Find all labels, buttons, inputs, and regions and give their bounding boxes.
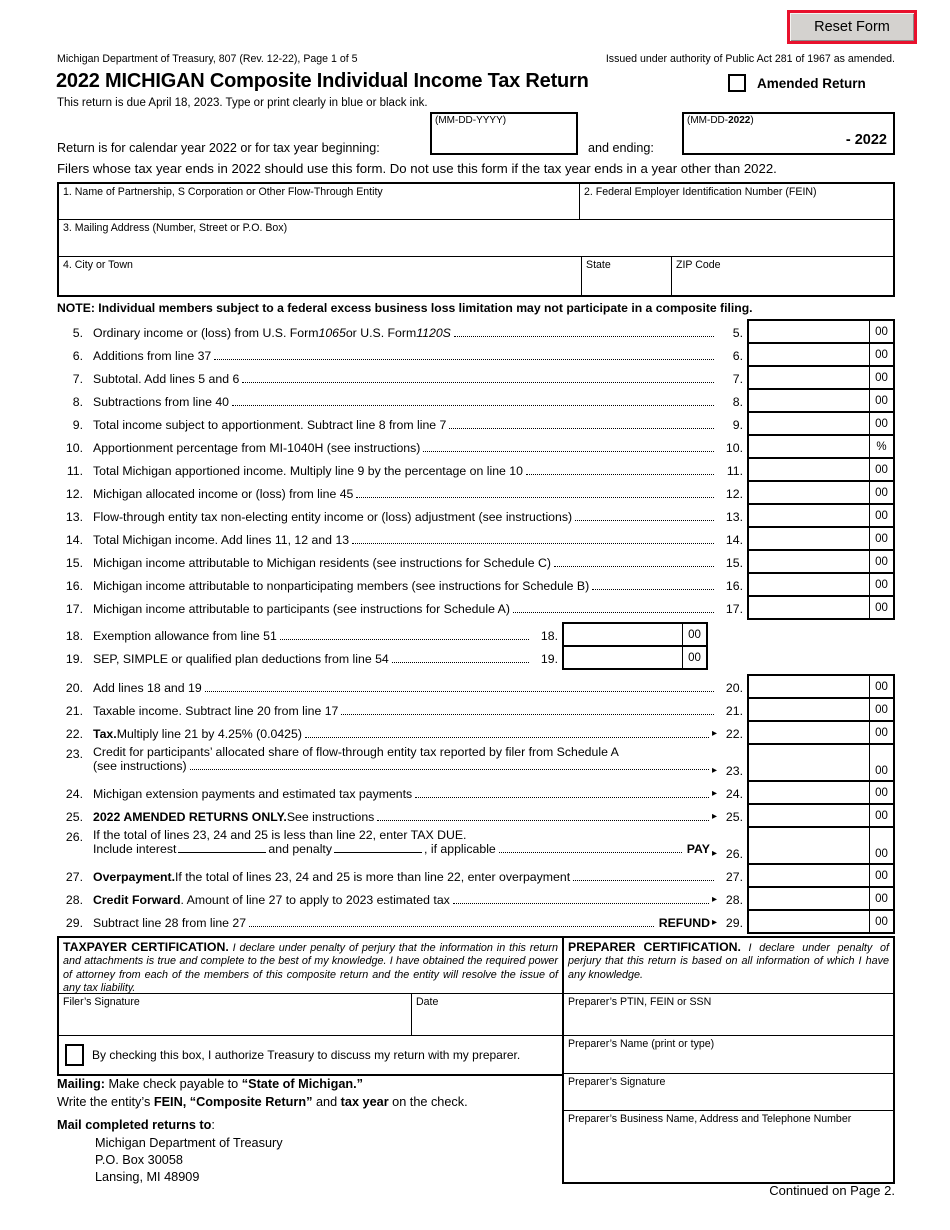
amount-suffix: 00 bbox=[869, 911, 893, 932]
authorize-preparer-checkbox[interactable] bbox=[65, 1044, 84, 1066]
dot-leader bbox=[592, 580, 714, 590]
dot-leader bbox=[190, 760, 709, 770]
line-7-amount-input[interactable] bbox=[749, 367, 869, 388]
amount-suffix: 00 bbox=[869, 367, 893, 388]
line-box-label: 17. bbox=[725, 601, 743, 616]
line-box-label: 18. bbox=[540, 628, 558, 643]
preparer-signature-field[interactable]: Preparer’s Signature bbox=[564, 1074, 893, 1111]
form-line-26 bbox=[57, 828, 895, 865]
line-24-amount-box bbox=[747, 780, 895, 805]
line-text: Michigan allocated income or (loss) from line 45 bbox=[93, 486, 354, 501]
due-date-line: This return is due April 18, 2023. Type or print clearly in blue or black ink. bbox=[57, 97, 428, 109]
amount-suffix: 00 bbox=[869, 597, 893, 618]
line-24-amount-input[interactable] bbox=[749, 782, 869, 803]
fill-in-blank[interactable] bbox=[178, 842, 266, 853]
line-19-amount-box bbox=[562, 645, 708, 670]
line-number: 5. bbox=[72, 325, 83, 340]
form-lines bbox=[57, 321, 895, 934]
fein-field[interactable]: 2. Federal Employer Identification Number (FEIN) bbox=[584, 186, 817, 198]
amended-return-label: Amended Return bbox=[757, 76, 866, 91]
line-text: If the total of lines 23, 24 and 25 is less than line 22, enter TAX DUE. bbox=[93, 828, 467, 842]
line-18-amount-input[interactable] bbox=[564, 624, 682, 645]
line-text: Add lines 18 and 19 bbox=[93, 680, 202, 695]
dot-leader bbox=[356, 488, 714, 498]
line-23-amount-box bbox=[747, 743, 895, 782]
form-line-12 bbox=[57, 482, 895, 505]
line-15-amount-box bbox=[747, 549, 895, 574]
amount-suffix: 00 bbox=[869, 344, 893, 365]
amount-suffix: 00 bbox=[869, 888, 893, 909]
line-description bbox=[93, 652, 532, 666]
line-15-amount-input[interactable] bbox=[749, 551, 869, 572]
reset-form-button[interactable]: Reset Form bbox=[787, 10, 917, 44]
line-text: SEP, SIMPLE or qualified plan deductions from line 54 bbox=[93, 651, 389, 666]
line-20-amount-box bbox=[747, 674, 895, 699]
form-line-16 bbox=[57, 574, 895, 597]
line-box-label: 21. bbox=[725, 703, 743, 718]
amount-suffix: % bbox=[869, 436, 893, 457]
preparer-certification-box bbox=[562, 936, 895, 1184]
entity-info-table bbox=[57, 182, 895, 297]
amount-suffix: 00 bbox=[869, 676, 893, 697]
line-29-amount-input[interactable] bbox=[749, 911, 869, 932]
line-11-amount-box bbox=[747, 457, 895, 482]
line-description bbox=[93, 745, 712, 773]
line-number: 16. bbox=[65, 578, 83, 593]
line-29-amount-box bbox=[747, 909, 895, 934]
line-14-amount-box bbox=[747, 526, 895, 551]
line-description bbox=[93, 349, 717, 363]
line-number: 10. bbox=[65, 440, 83, 455]
state-field[interactable]: State bbox=[582, 257, 672, 295]
line-description bbox=[93, 681, 717, 695]
line-number: 19. bbox=[65, 651, 83, 666]
form-id-text: Michigan Department of Treasury, 807 (Rev. 12-22), Page 1 of 5 bbox=[57, 53, 358, 65]
line-number: 24. bbox=[65, 786, 83, 801]
preparer-business-field[interactable]: Preparer’s Business Name, Address and Telephone Number bbox=[568, 1113, 852, 1125]
line-box-label: 13. bbox=[725, 509, 743, 524]
line-box-label: 8. bbox=[732, 394, 743, 409]
line-text: Subtractions from line 40 bbox=[93, 394, 230, 409]
line-description bbox=[93, 810, 712, 824]
amount-suffix: 00 bbox=[682, 624, 706, 645]
note-line: NOTE: Individual members subject to a federal excess business loss limitation may not participate in a composite filing. bbox=[57, 301, 753, 315]
line-number: 22. bbox=[65, 726, 83, 741]
tax-year-beginning-label: Return is for calendar year 2022 or for tax year beginning: bbox=[57, 141, 380, 155]
dot-leader bbox=[249, 917, 654, 927]
line-marker: REFUND bbox=[658, 915, 710, 930]
line-description bbox=[93, 326, 717, 340]
line-description bbox=[93, 418, 717, 432]
line-description bbox=[93, 441, 717, 455]
amount-suffix: 00 bbox=[869, 390, 893, 411]
form-line-13 bbox=[57, 505, 895, 528]
line-description bbox=[93, 727, 712, 741]
form-line-11 bbox=[57, 459, 895, 482]
amount-suffix: 00 bbox=[869, 459, 893, 480]
line-text: Flow-through entity tax non-electing entity income or (loss) adjustment (see instructions) bbox=[93, 509, 573, 524]
line-text: . Amount of line 27 to apply to 2023 estimated tax bbox=[180, 892, 450, 907]
page-title: 2022 MICHIGAN Composite Individual Income Tax Return bbox=[56, 70, 589, 92]
form-line-18 bbox=[57, 624, 895, 647]
line-text: 1065 bbox=[318, 325, 346, 340]
line-25-amount-box bbox=[747, 803, 895, 828]
line-box-label: 15. bbox=[725, 555, 743, 570]
amended-return-checkbox[interactable] bbox=[728, 74, 746, 92]
line-6-amount-box bbox=[747, 342, 895, 367]
line-27-amount-input[interactable] bbox=[749, 865, 869, 886]
line-marker: PAY bbox=[686, 842, 710, 856]
amount-suffix: 00 bbox=[869, 782, 893, 803]
dot-leader bbox=[352, 534, 714, 544]
form-line-23 bbox=[57, 745, 895, 782]
form-line-24 bbox=[57, 782, 895, 805]
zip-field[interactable]: ZIP Code bbox=[676, 259, 721, 271]
taxpayer-certification-box bbox=[57, 936, 564, 1076]
line-number: 29. bbox=[65, 915, 83, 930]
line-number: 11. bbox=[66, 463, 83, 478]
form-line-7 bbox=[57, 367, 895, 390]
amount-suffix: 00 bbox=[869, 722, 893, 743]
line-28-amount-box bbox=[747, 886, 895, 911]
line-description bbox=[93, 510, 717, 524]
line-number: 25. bbox=[65, 809, 83, 824]
line-8-amount-input[interactable] bbox=[749, 390, 869, 411]
form-line-20 bbox=[57, 676, 895, 699]
line-number: 27. bbox=[65, 869, 83, 884]
line-text: Total Michigan income. Add lines 11, 12 and 13 bbox=[93, 532, 350, 547]
line-text: 2022 AMENDED RETURNS ONLY. bbox=[93, 809, 287, 824]
amount-suffix: 00 bbox=[869, 574, 893, 595]
arrow-icon: ▸ bbox=[711, 893, 717, 905]
tax-year-ending-value[interactable]: - 2022 bbox=[845, 131, 887, 148]
line-description bbox=[93, 893, 712, 907]
fill-in-blank[interactable] bbox=[334, 842, 422, 853]
line-number: 8. bbox=[72, 394, 83, 409]
line-number: 13. bbox=[65, 509, 83, 524]
taxpayer-certification-text: TAXPAYER CERTIFICATION. I declare under penalty of perjury that the information in this return and attachments is true and complete to the best of my knowledge. I have obtained the required power of attorney from each of the members of this composite return and the entity will resolve the issue of any tax liability. bbox=[59, 938, 562, 994]
line-26-amount-box bbox=[747, 826, 895, 865]
line-number: 20. bbox=[65, 680, 83, 695]
line-number: 26. bbox=[65, 830, 83, 844]
dot-leader bbox=[214, 350, 714, 360]
line-number: 28. bbox=[65, 892, 83, 907]
authority-text: Issued under authority of Public Act 281 of 1967 as amended. bbox=[605, 53, 895, 65]
line-box-label: 23. bbox=[725, 764, 743, 778]
line-number: 14. bbox=[65, 532, 83, 547]
line-description bbox=[93, 828, 712, 856]
amount-suffix: 00 bbox=[869, 865, 893, 886]
line-19-amount-input[interactable] bbox=[564, 647, 682, 668]
dot-leader bbox=[280, 630, 529, 640]
arrow-icon: ▸ bbox=[711, 727, 717, 739]
form-line-17 bbox=[57, 597, 895, 620]
line-text: Credit Forward bbox=[93, 892, 181, 907]
line-16-amount-input[interactable] bbox=[749, 574, 869, 595]
preparer-ptin-field[interactable]: Preparer’s PTIN, FEIN or SSN bbox=[564, 994, 893, 1036]
line-number: 6. bbox=[72, 348, 83, 363]
line-text: Subtract line 28 from line 27 bbox=[93, 915, 247, 930]
dot-leader bbox=[449, 419, 714, 429]
form-line-15 bbox=[57, 551, 895, 574]
mailing-address-field[interactable]: 3. Mailing Address (Number, Street or P.O. Box) bbox=[63, 222, 288, 234]
line-16-amount-box bbox=[747, 572, 895, 597]
form-line-29 bbox=[57, 911, 895, 934]
line-description bbox=[93, 602, 717, 616]
line-10-amount-box bbox=[747, 434, 895, 459]
line-28-amount-input[interactable] bbox=[749, 888, 869, 909]
line-14-amount-input[interactable] bbox=[749, 528, 869, 549]
arrow-icon: ▸ bbox=[711, 810, 717, 822]
and-ending-label: and ending: bbox=[588, 141, 654, 155]
date-format-hint: (MM-DD-2022) bbox=[687, 115, 754, 126]
line-26-amount-input[interactable] bbox=[749, 828, 869, 863]
tax-year-beginning-value[interactable] bbox=[432, 126, 576, 153]
treasury-address: Michigan Department of Treasury P.O. Box 30058 Lansing, MI 48909 bbox=[95, 1136, 283, 1184]
line-17-amount-input[interactable] bbox=[749, 597, 869, 618]
dot-leader bbox=[305, 728, 709, 738]
form-line-21 bbox=[57, 699, 895, 722]
line-box-label: 22. bbox=[725, 726, 743, 741]
line-box-label: 24. bbox=[725, 786, 743, 801]
line-box-label: 7. bbox=[732, 371, 743, 386]
line-number: 18. bbox=[65, 628, 83, 643]
line-box-label: 14. bbox=[725, 532, 743, 547]
line-number: 15. bbox=[65, 555, 83, 570]
dot-leader bbox=[205, 682, 714, 692]
line-text: Total income subject to apportionment. Subtract line 8 from line 7 bbox=[93, 417, 447, 432]
line-text: Exemption allowance from line 51 bbox=[93, 628, 277, 643]
line-text: If the total of lines 23, 24 and 25 is more than line 22, enter overpayment bbox=[175, 869, 571, 884]
amount-suffix: 00 bbox=[869, 528, 893, 549]
line-text: Subtotal. Add lines 5 and 6 bbox=[93, 371, 240, 386]
line-22-amount-input[interactable] bbox=[749, 722, 869, 743]
line-text: Credit for participants’ allocated share of flow-through entity tax reported by filer from Schedule A bbox=[93, 745, 619, 759]
filer-signature-field[interactable]: Filer’s Signature bbox=[59, 994, 412, 1035]
line-9-amount-input[interactable] bbox=[749, 413, 869, 434]
arrow-icon: ▸ bbox=[711, 765, 717, 776]
amount-suffix: 00 bbox=[869, 828, 893, 863]
line-box-label: 9. bbox=[732, 417, 743, 432]
line-text: Ordinary income or (loss) from U.S. Form bbox=[93, 325, 319, 340]
form-line-28 bbox=[57, 888, 895, 911]
form-line-14 bbox=[57, 528, 895, 551]
line-17-amount-box bbox=[747, 595, 895, 620]
line-6-amount-input[interactable] bbox=[749, 344, 869, 365]
line-12-amount-input[interactable] bbox=[749, 482, 869, 503]
line-text: and penalty bbox=[268, 842, 332, 856]
line-5-amount-box bbox=[747, 319, 895, 344]
dot-leader bbox=[554, 557, 714, 567]
line-text: Michigan income attributable to Michigan residents (see instructions for Schedule C) bbox=[93, 555, 551, 570]
line-description bbox=[93, 395, 717, 409]
line-description bbox=[93, 556, 717, 570]
amount-suffix: 00 bbox=[869, 805, 893, 826]
filers-instruction-line: Filers whose tax year ends in 2022 should use this form. Do not use this form if the tax year ends in a year other than 2022. bbox=[57, 161, 777, 176]
line-description bbox=[93, 372, 717, 386]
line-box-label: 19. bbox=[540, 651, 558, 666]
arrow-icon: ▸ bbox=[711, 848, 717, 859]
form-line-22 bbox=[57, 722, 895, 745]
line-text: , if applicable bbox=[424, 842, 496, 856]
dot-leader bbox=[575, 511, 714, 521]
line-text: Total Michigan apportioned income. Multiply line 9 by the percentage on line 10 bbox=[93, 463, 523, 478]
tax-year-beginning-field[interactable] bbox=[430, 112, 578, 155]
line-box-label: 16. bbox=[725, 578, 743, 593]
preparer-name-field[interactable]: Preparer’s Name (print or type) bbox=[564, 1036, 893, 1074]
dot-leader bbox=[242, 373, 714, 383]
amount-suffix: 00 bbox=[869, 413, 893, 434]
line-text: Taxable income. Subtract line 20 from line 17 bbox=[93, 703, 339, 718]
form-line-27 bbox=[57, 865, 895, 888]
line-box-label: 25. bbox=[725, 809, 743, 824]
line-11-amount-input[interactable] bbox=[749, 459, 869, 480]
line-text: or U.S. Form bbox=[345, 325, 417, 340]
line-12-amount-box bbox=[747, 480, 895, 505]
line-18-amount-box bbox=[562, 622, 708, 647]
line-20-amount-input[interactable] bbox=[749, 676, 869, 697]
dot-leader bbox=[392, 653, 529, 663]
dot-leader bbox=[499, 843, 682, 853]
line-box-label: 20. bbox=[725, 680, 743, 695]
dot-leader bbox=[453, 894, 709, 904]
dot-leader bbox=[232, 396, 714, 406]
line-text: Include interest bbox=[93, 842, 177, 856]
amount-suffix: 00 bbox=[869, 482, 893, 503]
dot-leader bbox=[513, 603, 714, 613]
amount-suffix: 00 bbox=[869, 551, 893, 572]
line-box-label: 12. bbox=[725, 486, 743, 501]
line-23-amount-input[interactable] bbox=[749, 745, 869, 780]
line-description bbox=[93, 533, 717, 547]
line-number: 21. bbox=[65, 703, 83, 718]
line-number: 23. bbox=[65, 747, 83, 761]
line-description bbox=[93, 487, 717, 501]
line-box-label: 5. bbox=[732, 325, 743, 340]
line-7-amount-box bbox=[747, 365, 895, 390]
line-text: Michigan income attributable to nonparticipating members (see instructions for Schedule B) bbox=[93, 578, 590, 593]
entity-name-field[interactable]: 1. Name of Partnership, S Corporation or Other Flow-Through Entity bbox=[59, 184, 580, 219]
line-13-amount-input[interactable] bbox=[749, 505, 869, 526]
city-field[interactable]: 4. City or Town bbox=[59, 257, 582, 295]
line-description bbox=[93, 704, 717, 718]
line-21-amount-box bbox=[747, 697, 895, 722]
line-13-amount-box bbox=[747, 503, 895, 528]
line-text: See instructions bbox=[286, 809, 375, 824]
amount-suffix: 00 bbox=[869, 505, 893, 526]
line-description bbox=[93, 916, 712, 930]
amount-suffix: 00 bbox=[869, 745, 893, 780]
dot-leader bbox=[341, 705, 714, 715]
tax-year-ending-field[interactable] bbox=[682, 112, 895, 155]
line-9-amount-box bbox=[747, 411, 895, 436]
form-line-6 bbox=[57, 344, 895, 367]
form-line-19 bbox=[57, 647, 895, 670]
line-text: Overpayment. bbox=[93, 869, 176, 884]
form-line-25 bbox=[57, 805, 895, 828]
line-number: 12. bbox=[65, 486, 83, 501]
signature-date-field[interactable]: Date bbox=[416, 996, 439, 1008]
line-text: Additions from line 37 bbox=[93, 348, 212, 363]
date-format-hint: (MM-DD-YYYY) bbox=[435, 115, 507, 126]
line-box-label: 26. bbox=[725, 847, 743, 861]
mailing-instructions: Mailing: Make check payable to “State of Michigan.” Write the entity’s FEIN, “Composite Return” and tax year on the check. Mail completed returns to: Michigan Department of Treasury P.O. Box 30058 Lansing, MI 48909 bbox=[57, 1076, 527, 1186]
dot-leader bbox=[573, 871, 714, 881]
line-box-label: 10. bbox=[725, 440, 743, 455]
line-box-label: 29. bbox=[725, 915, 743, 930]
form-line-10 bbox=[57, 436, 895, 459]
dot-leader bbox=[526, 465, 714, 475]
line-description bbox=[93, 629, 532, 643]
line-10-amount-input[interactable] bbox=[749, 436, 869, 457]
line-box-label: 6. bbox=[732, 348, 743, 363]
line-number: 9. bbox=[72, 417, 83, 432]
dot-leader bbox=[423, 442, 714, 452]
line-21-amount-input[interactable] bbox=[749, 699, 869, 720]
line-text: Apportionment percentage from MI-1040H (see instructions) bbox=[93, 440, 421, 455]
line-number: 7. bbox=[72, 371, 83, 386]
line-22-amount-box bbox=[747, 720, 895, 745]
line-box-label: 27. bbox=[725, 869, 743, 884]
line-description bbox=[93, 787, 712, 801]
line-25-amount-input[interactable] bbox=[749, 805, 869, 826]
dot-leader bbox=[415, 788, 709, 798]
line-8-amount-box bbox=[747, 388, 895, 413]
line-box-label: 28. bbox=[725, 892, 743, 907]
line-text: Tax. bbox=[93, 726, 117, 741]
amount-suffix: 00 bbox=[869, 699, 893, 720]
line-number: 17. bbox=[65, 601, 83, 616]
arrow-icon: ▸ bbox=[711, 916, 717, 928]
dot-leader bbox=[377, 811, 709, 821]
line-text: Michigan income attributable to participants (see instructions for Schedule A) bbox=[93, 601, 510, 616]
form-line-8 bbox=[57, 390, 895, 413]
line-description bbox=[93, 579, 717, 593]
line-text: (see instructions) bbox=[93, 759, 187, 773]
line-box-label: 11. bbox=[726, 463, 743, 478]
line-27-amount-box bbox=[747, 863, 895, 888]
form-line-9 bbox=[57, 413, 895, 436]
dot-leader bbox=[454, 327, 714, 337]
line-text: Michigan extension payments and estimated tax payments bbox=[93, 786, 413, 801]
authorize-preparer-label: By checking this box, I authorize Treasury to discuss my return with my preparer. bbox=[92, 1048, 521, 1062]
line-5-amount-input[interactable] bbox=[749, 321, 869, 342]
amount-suffix: 00 bbox=[869, 321, 893, 342]
line-text: 1120S bbox=[416, 325, 451, 340]
line-description bbox=[93, 870, 717, 884]
preparer-certification-text: PREPARER CERTIFICATION. I declare under penalty of perjury that this return is based on all information of which I have any knowledge. bbox=[564, 938, 893, 994]
form-line-5 bbox=[57, 321, 895, 344]
line-description bbox=[93, 464, 717, 478]
amount-suffix: 00 bbox=[682, 647, 706, 668]
line-text: Multiply line 21 by 4.25% (0.0425) bbox=[116, 726, 302, 741]
continued-text: Continued on Page 2. bbox=[769, 1183, 895, 1198]
arrow-icon: ▸ bbox=[711, 787, 717, 799]
